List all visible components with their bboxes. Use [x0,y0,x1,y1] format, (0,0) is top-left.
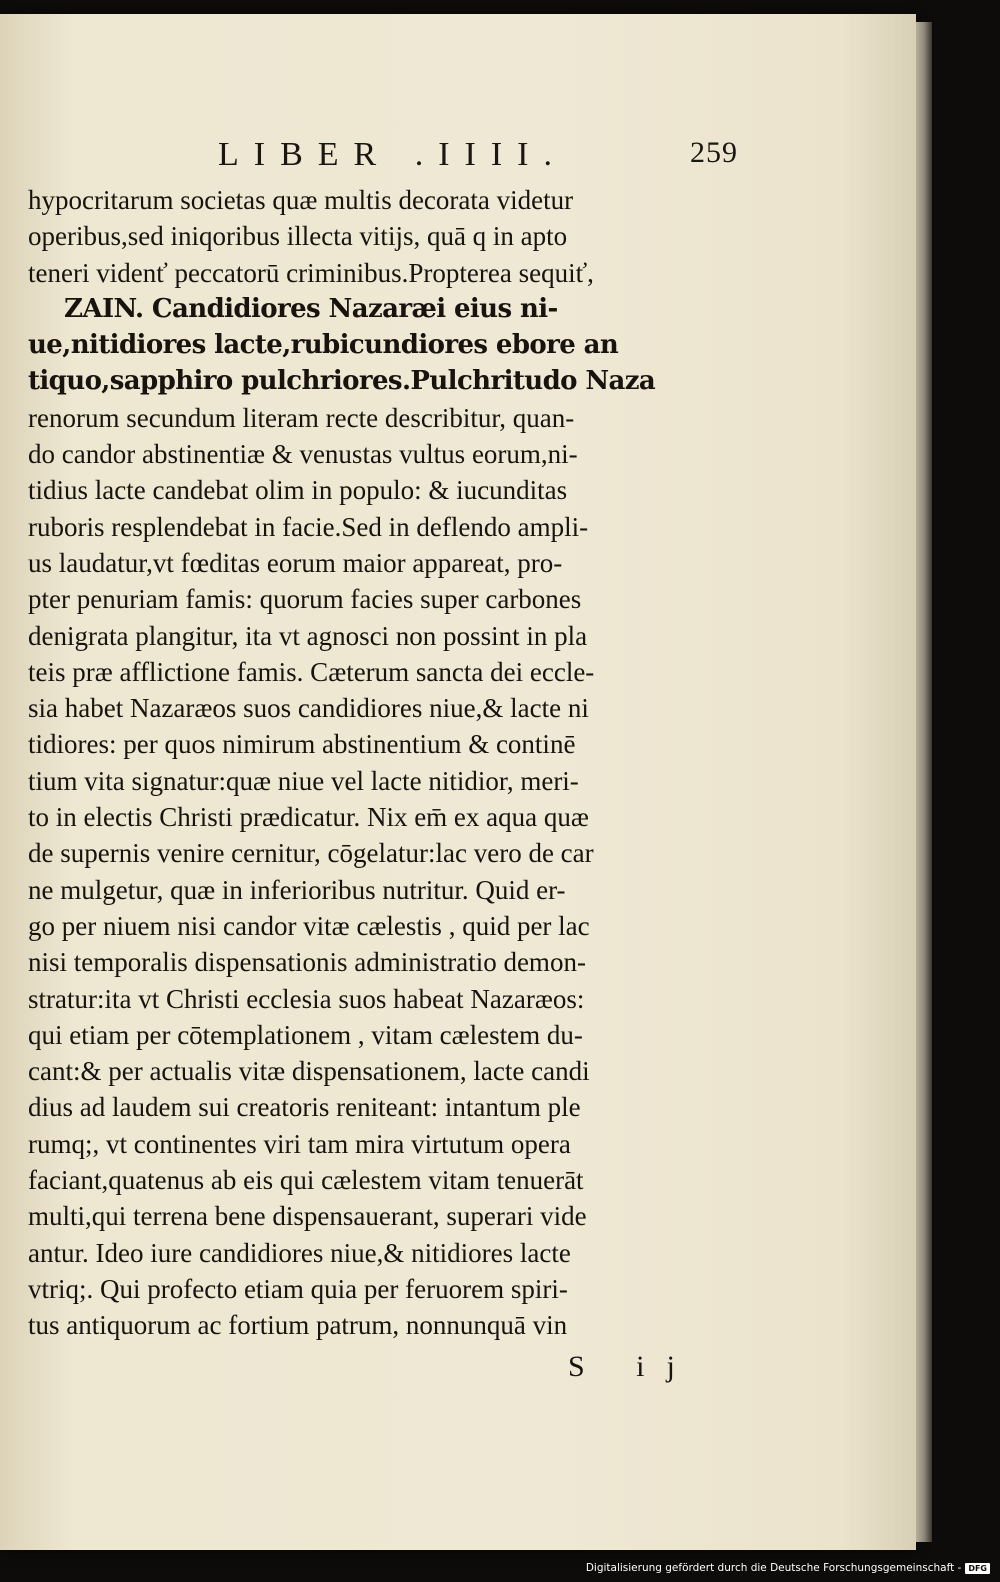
text-line: antur. Ideo iure candidiores niue,& nitidiores lacte [28,1237,571,1268]
text-line: ue,nitidiores lacte,rubicundiores ebore an [28,330,619,361]
page-number: 259 [690,136,738,169]
text-line: denigrata plangitur, ita vt agnosci non possint in pla [28,620,588,651]
text-line: pter penuriam famis: quorum facies super carbones [28,584,582,615]
page-edge-shadow [916,22,932,1542]
text-line: ne mulgetur, quæ in inferioribus nutritur. Quid er- [28,874,566,905]
text-line: rumq;, vt continentes viri tam mira virtutum opera [28,1128,571,1159]
text-line: tidius lacte candebat olim in populo: & iucunditas [28,475,568,506]
text-line: de supernis venire cernitur, cōgelatur:lac vero de car [28,838,594,869]
text-line: hypocritarum societas quæ multis decorata videtur [28,185,574,215]
text-line: tidiores: per quos nimirum abstinentium & continē [28,729,576,760]
signature-mark: S ij [568,1350,697,1383]
text-line: dius ad laudem sui creatoris reniteant: intantum ple [28,1092,581,1123]
text-line: us laudatur,vt fœditas eorum maior appareat, pro- [28,547,563,578]
text-line: cant:& per actualis vitæ dispensationem, lacte candi [28,1056,590,1087]
text-line: tiquo,sapphiro pulchriores.Pulchritudo Naza [28,366,656,397]
text-line: stratur:ita vt Christi ecclesia suos habeat Nazaræos: [28,983,585,1014]
running-head: LIBER .IIII. [218,136,568,173]
text-line: vtriq;. Qui profecto etiam quia per feruorem spiri- [28,1273,568,1304]
text-line: ruboris resplendebat in facie.Sed in deflendo ampli- [28,511,589,542]
page-header [218,136,738,180]
text-line: tus antiquorum ac fortium patrum, nonnunquā vin [28,1310,568,1341]
text-line: to in electis Christi prædicatur. Nix em̄ ex aqua quæ [28,802,589,833]
text-line: teis præ afflictione famis. Cæterum sancta dei eccle- [28,656,595,687]
text-line: operibus,sed iniqoribus illecta vitijs, quā q in apto [28,221,568,252]
text-line: sia habet Nazaræos suos candidiores niue,& lacte ni [28,693,589,724]
book-page [0,14,916,1550]
text-line: ZAIN. Candidiores Nazaræi eius ni- [64,293,558,324]
text-line: nisi temporalis dispensationis administratio demon- [28,947,586,978]
text-line: qui etiam per cōtemplationem , vitam cælestem du- [28,1019,583,1050]
body-text [28,182,740,1344]
text-line: faciant,quatenus ab eis qui cælestem vitam tenuerāt [28,1165,584,1196]
text-line: renorum secundum literam recte describitur, quan- [28,402,575,433]
text-line: teneri videnť peccatorū criminibus.Propterea sequiť, [28,257,594,288]
text-line: do candor abstinentiæ & venustas vultus eorum,ni- [28,439,578,470]
text-line: go per niuem nisi candor vitæ cælestis , quid per lac [28,910,590,941]
dfg-logo-icon: DFG [965,1563,990,1574]
text-line: multi,qui terrena bene dispensauerant, superari vide [28,1201,587,1232]
text-line: tium vita signatur:quæ niue vel lacte nitidior, meri- [28,765,579,796]
funding-credit-text: Digitalisierung gefördert durch die Deutsche Forschungsgemeinschaft - [585,1562,962,1574]
footer-credit [586,1559,990,1577]
